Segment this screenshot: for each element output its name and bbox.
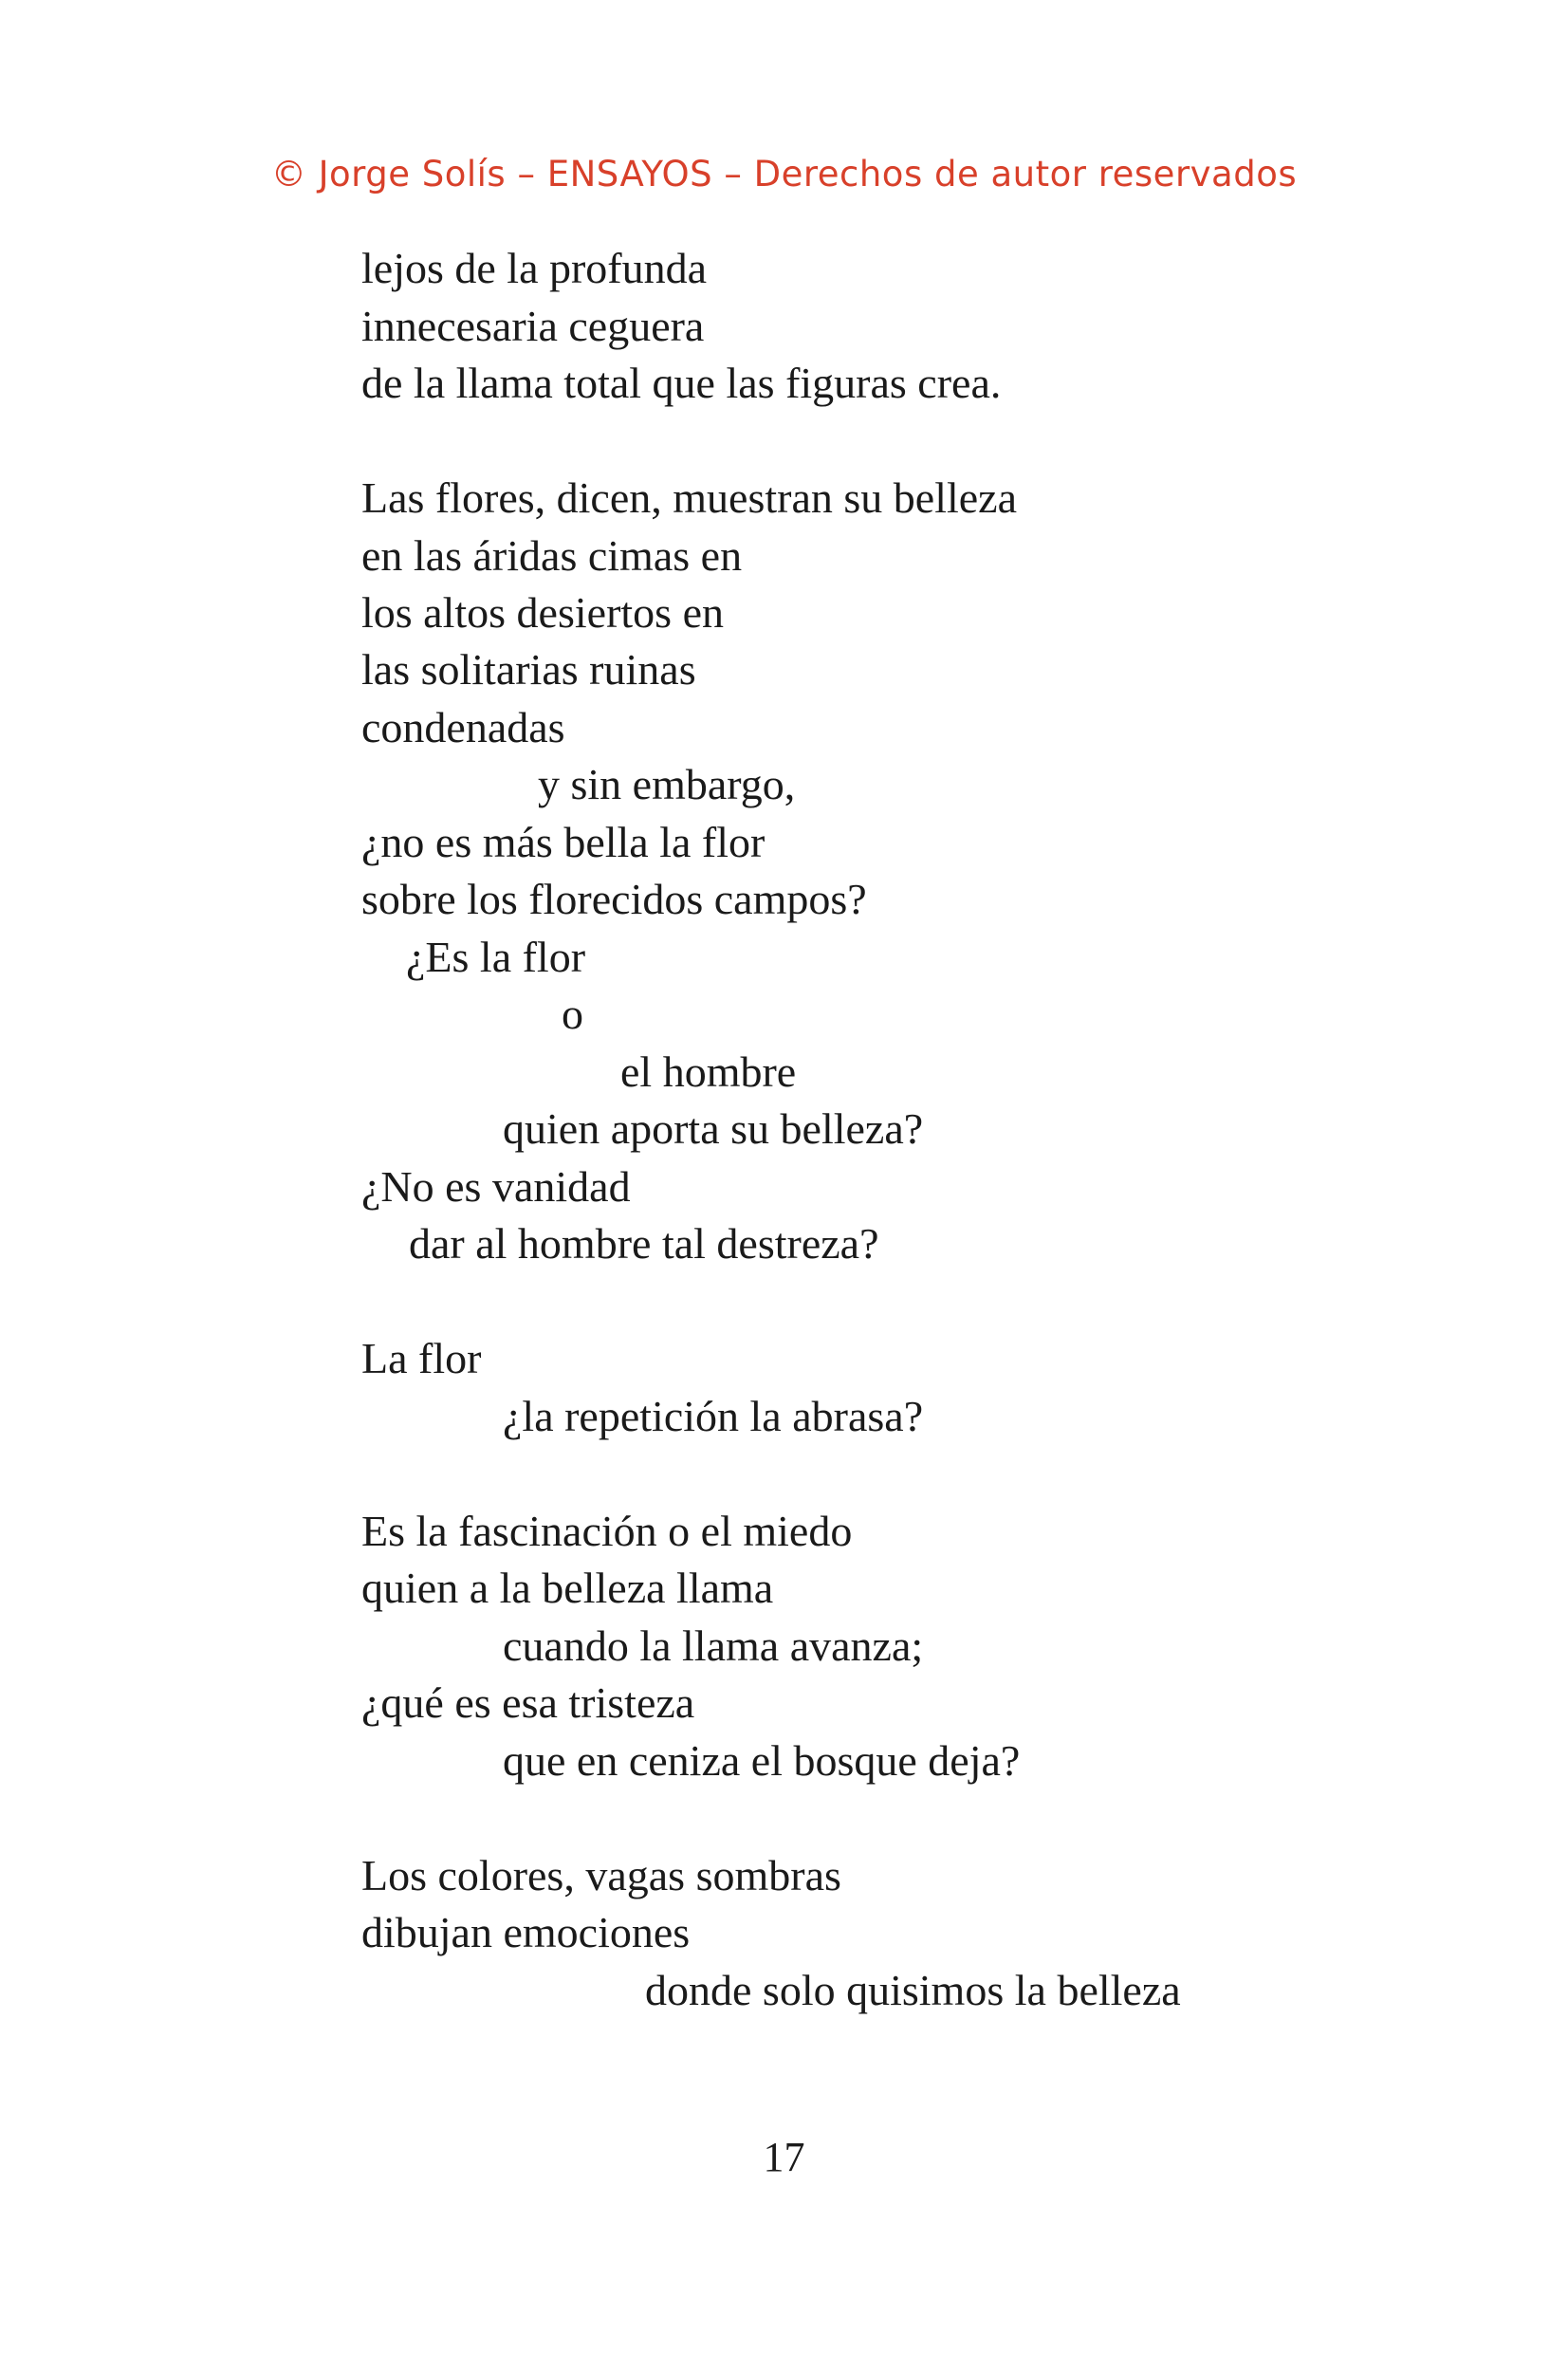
poem-line: ¿la repetición la abrasa? bbox=[503, 1392, 924, 1440]
poem-line: innecesaria ceguera bbox=[361, 302, 705, 350]
poem-line: y sin embargo, bbox=[538, 760, 796, 808]
poem-line: Las flores, dicen, muestran su belleza bbox=[361, 473, 1018, 522]
poem-line: La flor bbox=[361, 1334, 482, 1382]
poem-line: Es la fascinación o el miedo bbox=[361, 1507, 853, 1555]
poem-line: o bbox=[562, 990, 583, 1038]
poem-line: en las áridas cimas en bbox=[361, 531, 743, 580]
poem-line: las solitarias ruinas bbox=[361, 645, 696, 694]
poem-line: sobre los florecidos campos? bbox=[361, 875, 867, 923]
poem-line: quien a la belleza llama bbox=[361, 1564, 774, 1612]
poem-line: ¿Es la flor bbox=[406, 933, 586, 981]
poem-line: dar al hombre tal destreza? bbox=[409, 1219, 879, 1268]
poem-line: los altos desiertos en bbox=[361, 588, 724, 637]
poem-line: donde solo quisimos la belleza bbox=[645, 1966, 1181, 2014]
poem-line: Los colores, vagas sombras bbox=[361, 1851, 841, 1899]
page-number: 17 bbox=[763, 2134, 805, 2180]
poem-line: ¿No es vanidad bbox=[361, 1162, 631, 1211]
poem-line: cuando la llama avanza; bbox=[503, 1621, 924, 1670]
poem-line: que en ceniza el bosque deja? bbox=[503, 1736, 1021, 1785]
poem-line: quien aporta su belleza? bbox=[503, 1104, 924, 1153]
copyright-header: © Jorge Solís – ENSAYOS – Derechos de autor reservados bbox=[270, 154, 1298, 195]
poem-line: el hombre bbox=[620, 1047, 797, 1096]
poem-line: ¿no es más bella la flor bbox=[361, 818, 766, 866]
poem-line: condenadas bbox=[361, 703, 565, 751]
poem-line: de la llama total que las figuras crea. bbox=[361, 359, 1002, 407]
poem-line: lejos de la profunda bbox=[361, 244, 708, 292]
poem-line: ¿qué es esa tristeza bbox=[361, 1678, 695, 1727]
poem-line: dibujan emociones bbox=[361, 1908, 691, 1956]
